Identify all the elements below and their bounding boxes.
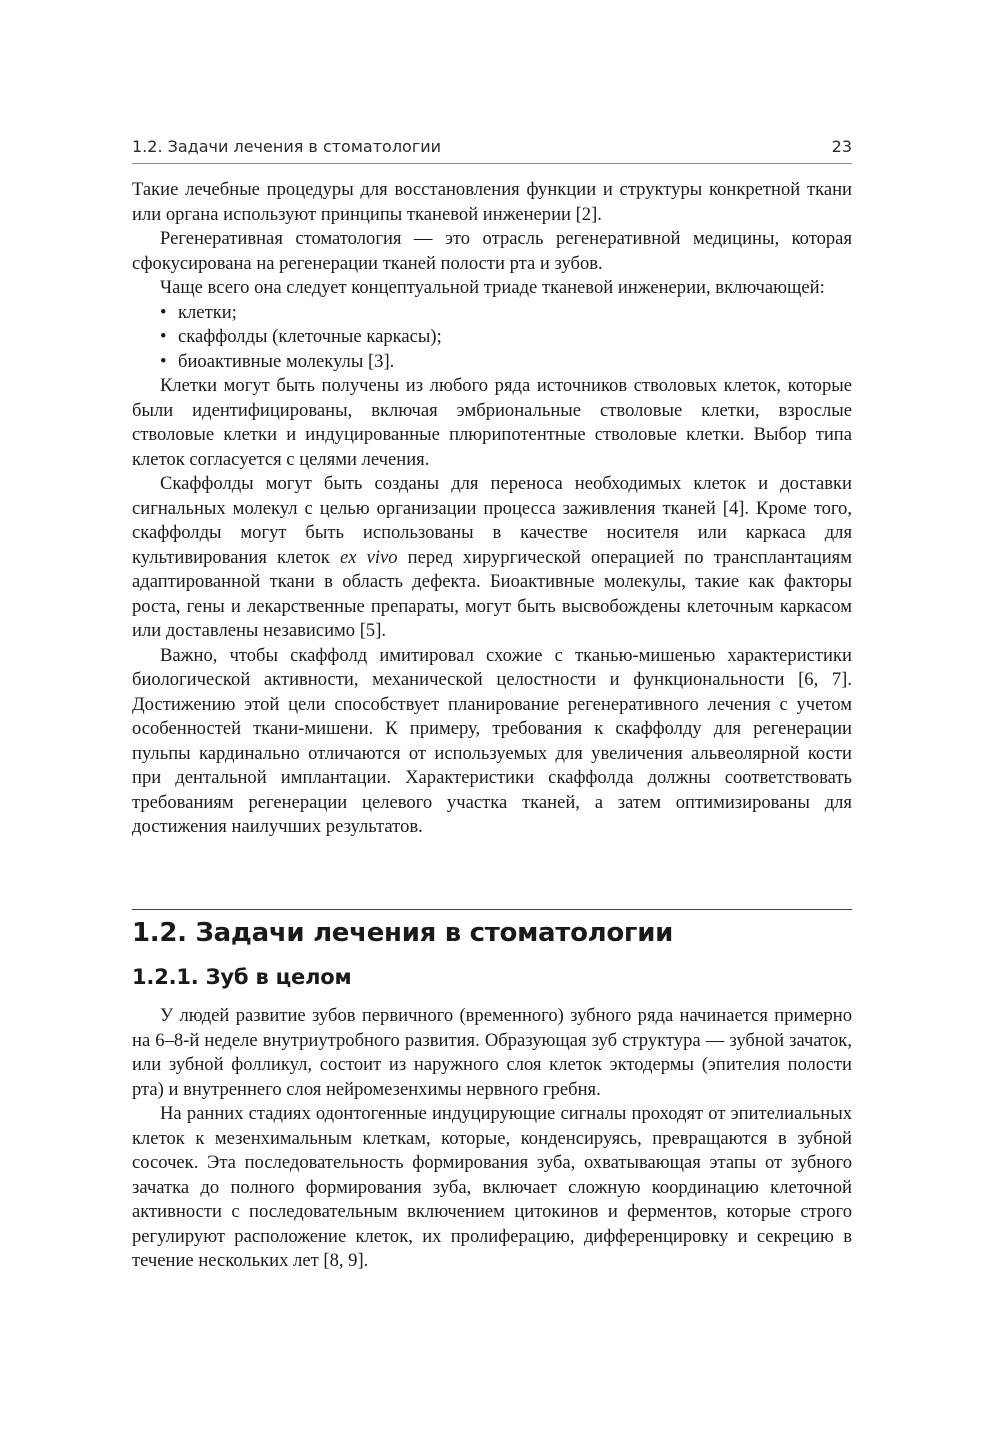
section-heading: 1.2. Задачи лечения в стоматологии — [132, 918, 674, 948]
list-item — [132, 325, 852, 350]
paragraph-5-part-2: перед хирургической операцией по трансплантациям адаптированной ткани в область дефекта. Биоактивные молекулы, такие как факторы роста, гены и лекарственные препараты, могут быть высвобождены клеточным каркасом или доставлены независимо [5]. — [132, 546, 852, 641]
bullet-icon: • — [160, 326, 167, 347]
paragraph-2: Регенеративная стоматология — это отрасль регенеративной медицины, которая сфокусирована на регенерации тканей полости рта и зубов. — [132, 228, 852, 274]
paragraph-6: Важно, чтобы скаффолд имитировал схожие с тканью-мишенью характеристики биологической активности, механической целостности и функциональности [6, 7]. Достижению этой цели способствует планирование регенеративного лечения с учетом особенностей ткани-мишени. К примеру, требования к скаффолду для регенерации пульпы кардинально отличаются от используемых для увеличения альвеолярной кости при дентальной имплантации. Характеристики скаффолда должны соответствовать требованиям регенерации целевого участка тканей, а затем оптимизированы для достижения наилучших результатов. — [132, 644, 852, 837]
subsection-heading: 1.2.1. Зуб в целом — [132, 965, 352, 989]
list-item-text: клетки; — [178, 301, 237, 323]
list-item-text: скаффолды (клеточные каркасы); — [178, 326, 442, 347]
paragraph-8: На ранних стадиях одонтогенные индуцирующие сигналы проходят от эпителиальных клеток к мезенхимальным клеткам, которые, конденсируясь, превращаются в зубной сосочек. Эта последовательность формирования зуба, охватывающая этапы от зубного зачатка до полного формирования зуба, включает сложную координацию клеточной активности с последовательным включением цитокинов и ферментов, которые строго регулируют расположение клеток, их пролиферацию, дифференцировку и секрецию в течение нескольких лет [8, 9]. — [132, 1103, 852, 1271]
paragraph-5 — [132, 472, 852, 644]
paragraph-3: Чаще всего она следует концептуальной триаде тканевой инженерии, включающей: — [160, 277, 825, 298]
running-header — [132, 133, 852, 164]
bullet-icon: • — [160, 301, 167, 323]
list-item — [132, 301, 852, 326]
paragraph-7: У людей развитие зубов первичного (временного) зубного ряда начинается примерно на 6–8-й неделе внутриутробного развития. Образующая зуб структура — зубной зачаток, или зубной фолликул, состоит из наружного слоя клеток эктодермы (эпителия полости рта) и внутреннего слоя нейромезенхимы нервного гребня. — [132, 1005, 852, 1100]
body-text-section-b — [132, 1004, 852, 1274]
paragraph-5-part-1: Скаффолды могут быть созданы для переноса необходимых клеток и доставки сигнальных молекул с целью организации процесса заживления тканей [4]. Кроме того, скаффолды могут быть использованы в качестве носителя или каркаса для культивирования клеток — [132, 473, 852, 568]
paragraph-4: Клетки могут быть получены из любого ряда источников стволовых клеток, которые были идентифицированы, включая эмбриональные стволовые клетки, взрослые стволовые клетки и индуцированные плюрипотентные стволовые клетки. Выбор типа клеток согласуется с целями лечения. — [132, 375, 852, 470]
list-item-text: биоактивные молекулы [3]. — [178, 350, 395, 372]
page-number: 23 — [831, 137, 852, 156]
list-item — [132, 350, 852, 375]
triad-list — [132, 301, 852, 375]
running-header-title: 1.2. Задачи лечения в стоматологии — [132, 137, 442, 156]
bullet-icon: • — [160, 350, 167, 372]
body-text-section-a — [132, 178, 852, 840]
section-divider — [132, 909, 852, 910]
paragraph-5-italic-term: ex vivo — [339, 546, 398, 568]
paragraph-1: Такие лечебные процедуры для восстановления функции и структуры конкретной ткани или органа используют принципы тканевой инженерии [2]. — [132, 179, 852, 225]
